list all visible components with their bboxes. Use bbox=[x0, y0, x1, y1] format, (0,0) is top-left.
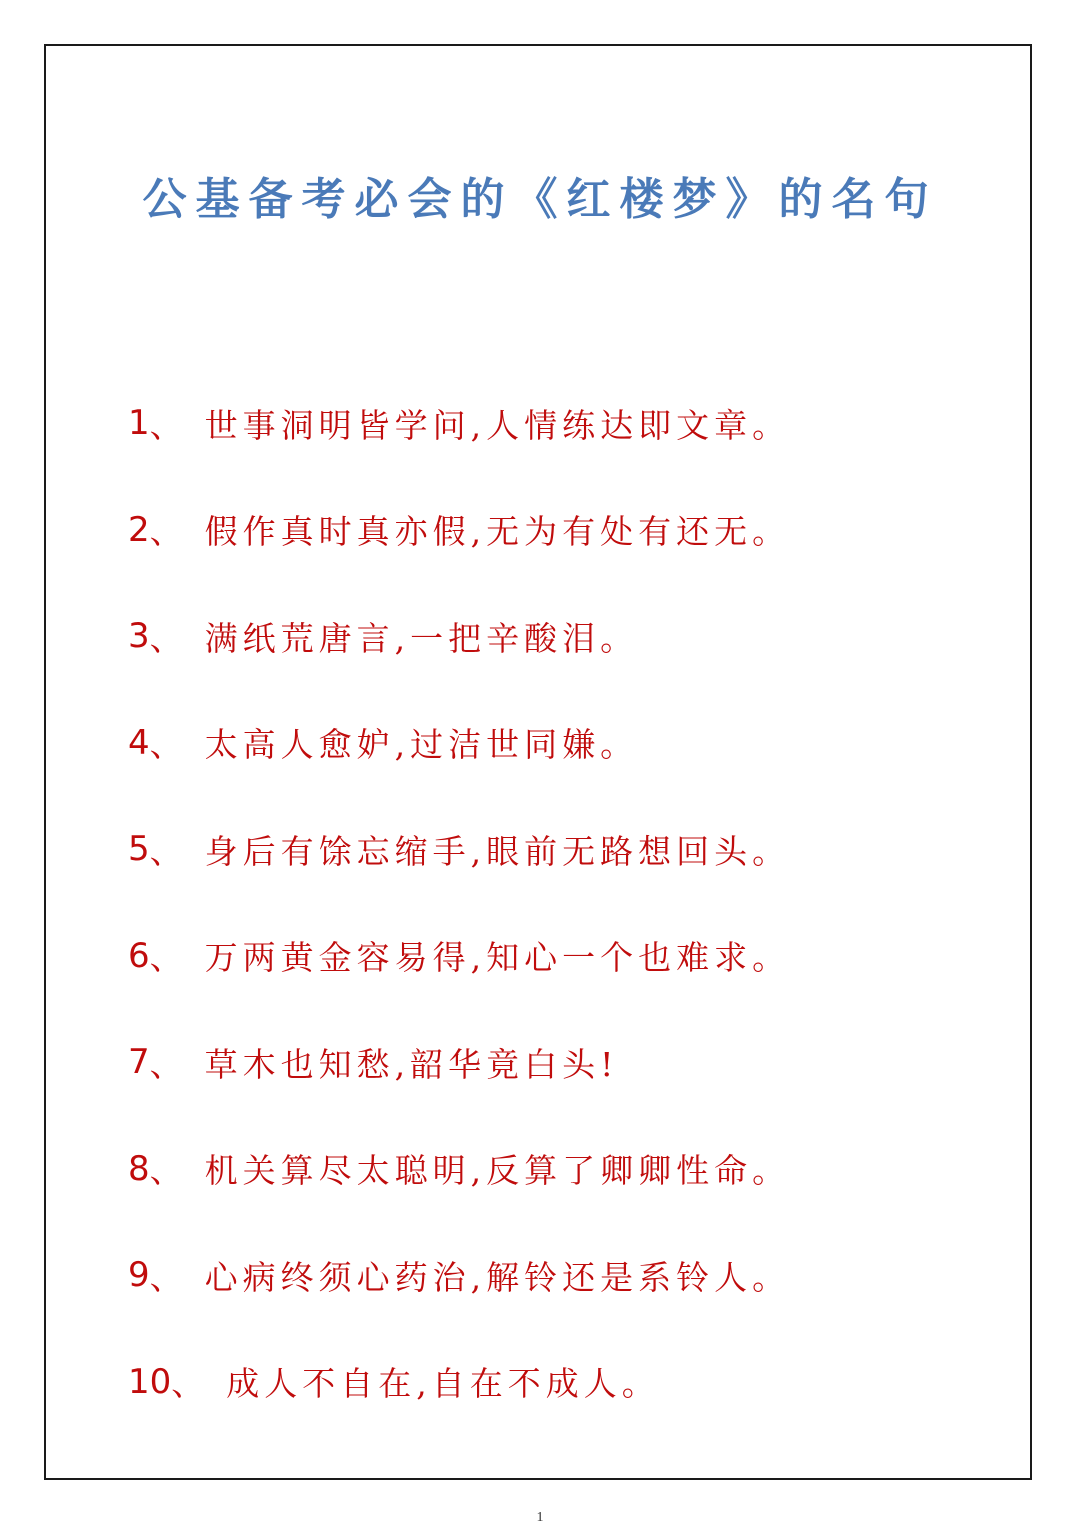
list-item bbox=[128, 1222, 1008, 1329]
quote-text: 满纸荒唐言,一把辛酸泪。 bbox=[204, 618, 639, 658]
quote-separator: 、 bbox=[149, 938, 183, 978]
quote-number: 9 bbox=[128, 1255, 150, 1296]
quote-number: 8 bbox=[128, 1148, 150, 1189]
quote-text: 假作真时真亦假,无为有处有还无。 bbox=[204, 512, 791, 552]
quote-separator: 、 bbox=[149, 618, 183, 658]
quote-text: 心病终须心药治,解铃还是系铃人。 bbox=[204, 1257, 791, 1297]
quote-separator: 、 bbox=[149, 1044, 183, 1084]
quote-separator: 、 bbox=[149, 831, 183, 871]
quote-number: 6 bbox=[128, 935, 150, 976]
quote-text: 机关算尽太聪明,反算了卿卿性命。 bbox=[204, 1151, 791, 1191]
quote-number: 10 bbox=[128, 1361, 172, 1402]
quote-number: 4 bbox=[128, 722, 150, 763]
list-item bbox=[128, 1009, 1008, 1116]
quote-number: 3 bbox=[128, 616, 150, 657]
quote-separator: 、 bbox=[149, 512, 183, 552]
page-title: 公基备考必会的《红楼梦》的名句 bbox=[142, 174, 938, 225]
quote-text: 太高人愈妒,过洁世同嫌。 bbox=[204, 725, 639, 765]
list-item bbox=[128, 1329, 1008, 1436]
quote-number: 5 bbox=[128, 829, 150, 870]
list-item bbox=[128, 583, 1008, 690]
list-item bbox=[128, 690, 1008, 797]
quote-text: 万两黄金容易得,知心一个也难求。 bbox=[204, 938, 791, 978]
quote-separator: 、 bbox=[149, 725, 183, 765]
quote-separator: 、 bbox=[149, 405, 183, 445]
quote-list bbox=[128, 370, 1008, 1435]
quote-text: 世事洞明皆学问,人情练达即文章。 bbox=[204, 405, 791, 445]
list-item bbox=[128, 796, 1008, 903]
list-item bbox=[128, 477, 1008, 584]
quote-text: 成人不自在,自在不成人。 bbox=[226, 1364, 660, 1404]
quote-separator: 、 bbox=[149, 1257, 183, 1297]
quote-number: 2 bbox=[128, 509, 150, 550]
quote-number: 1 bbox=[128, 403, 150, 444]
list-item bbox=[128, 1116, 1008, 1223]
quote-text: 身后有馀忘缩手,眼前无路想回头。 bbox=[204, 831, 791, 871]
quote-separator: 、 bbox=[171, 1364, 205, 1404]
page-number: 1 bbox=[536, 1510, 544, 1525]
list-item bbox=[128, 903, 1008, 1010]
list-item bbox=[128, 370, 1008, 477]
quote-separator: 、 bbox=[149, 1151, 183, 1191]
quote-text: 草木也知愁,韶华竟白头! bbox=[204, 1044, 619, 1084]
quote-number: 7 bbox=[128, 1042, 150, 1083]
